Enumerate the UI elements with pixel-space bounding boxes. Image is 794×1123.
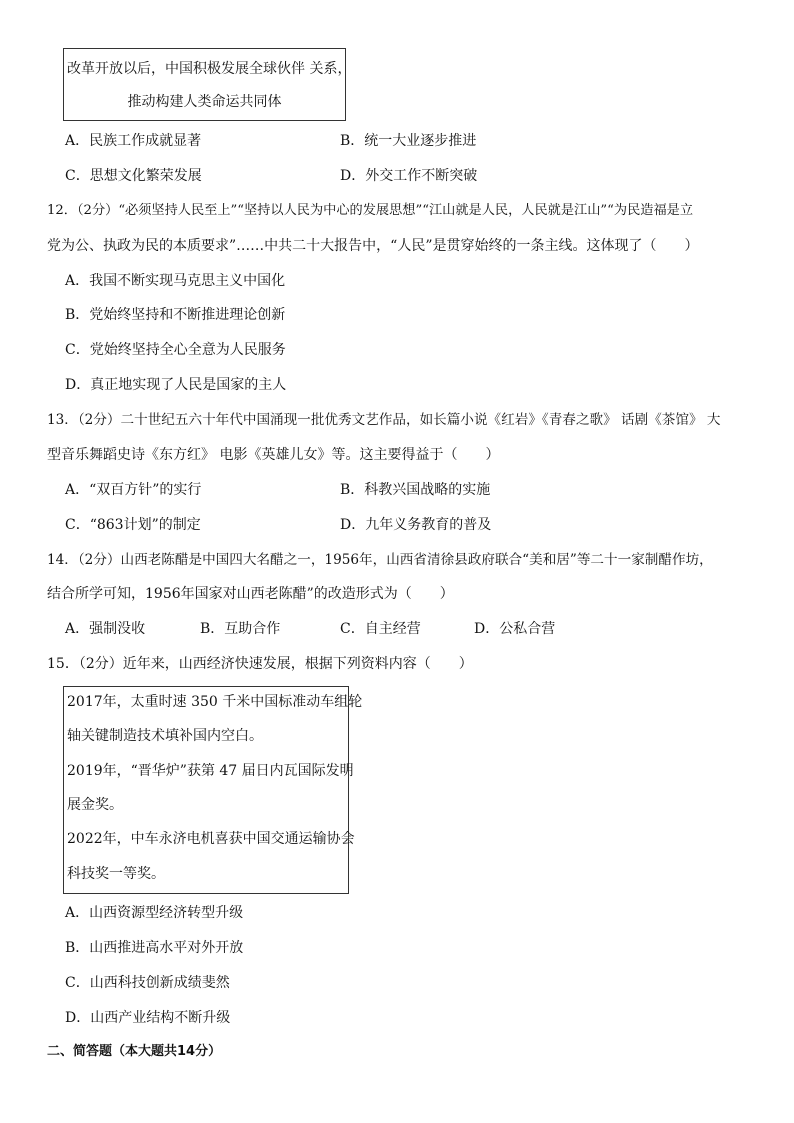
q14-stem-line-1: 14．（2分）山西老陈醋是中国四大名醋之一，1956年，山西省清徐县政府联合“美和居”等二十一家制醋作坊， <box>47 552 713 568</box>
material-box-top <box>63 48 352 121</box>
material-line: 改革开放以后，中国积极发展全球伙伴 关系， <box>67 61 352 77</box>
q14-option-a[interactable]: A．强制没收 <box>65 621 146 637</box>
material-line: 2017年，太重时速 350 千米中国标准动车组轮 <box>67 694 363 710</box>
q12-stem-line-1: 12．（2分）“必须坚持人民至上”“坚持以人民为中心的发展思想”“江山就是人民，人民就是江山”“为民造福是立 <box>47 203 694 218</box>
material-line: 2019年，“晋华炉”获第 47 届日内瓦国际发明 <box>67 763 354 779</box>
q13-option-a[interactable]: A．“双百方针”的实行 <box>65 482 202 498</box>
q15-option-c[interactable]: C．山西科技创新成绩斐然 <box>65 975 230 991</box>
material-line: 推动构建人类命运共同体 <box>127 94 282 110</box>
q11-option-a[interactable]: A．民族工作成就显著 <box>65 133 202 149</box>
q11-option-b[interactable]: B．统一大业逐步推进 <box>340 133 477 149</box>
material-line: 科技奖一等奖。 <box>67 866 165 882</box>
material-line: 展金奖。 <box>67 797 123 813</box>
q11-option-d[interactable]: D．外交工作不断突破 <box>340 168 478 184</box>
q13-stem-line-2: 型音乐舞蹈史诗《东方红》 电影《英雄儿女》等。这主要得益于（ ） <box>47 447 500 463</box>
q12-option-c[interactable]: C．党始终坚持全心全意为人民服务 <box>65 342 286 358</box>
q15-option-d[interactable]: D．山西产业结构不断升级 <box>65 1010 231 1026</box>
q12-stem-line-2: 党为公、执政为民的本质要求”……中共二十大报告中，“人民”是贯穿始终的一条主线。这体现了（ ） <box>47 238 699 254</box>
q14-option-c[interactable]: C．自主经营 <box>340 621 421 637</box>
q15-option-b[interactable]: B．山西推进高水平对外开放 <box>65 940 244 956</box>
material-line: 2022年，中车永济电机喜获中国交通运输协会 <box>67 831 355 847</box>
q12-option-d[interactable]: D．真正地实现了人民是国家的主人 <box>65 377 287 393</box>
material-line: 轴关键制造技术填补国内空白。 <box>67 728 263 744</box>
q11-option-c[interactable]: C．思想文化繁荣发展 <box>65 168 202 184</box>
q13-option-d[interactable]: D．九年义务教育的普及 <box>340 517 492 533</box>
q13-option-b[interactable]: B．科教兴国战略的实施 <box>340 482 491 498</box>
q14-option-d[interactable]: D．公私合营 <box>474 621 556 637</box>
q14-stem-line-2: 结合所学可知，1956年国家对山西老陈醋”的改造形式为（ ） <box>47 586 454 602</box>
q13-option-c[interactable]: C．“863计划”的制定 <box>65 517 201 533</box>
q12-option-a[interactable]: A．我国不断实现马克思主义中国化 <box>65 273 286 289</box>
q13-stem-line-1: 13．（2分）二十世纪五六十年代中国涌现一批优秀文艺作品，如长篇小说《红岩》《青春之歌》 话剧《茶馆》 大 <box>47 412 721 428</box>
q15-stem: 15．（2分）近年来，山西经济快速发展，根据下列资料内容（ ） <box>47 656 473 672</box>
q12-option-b[interactable]: B．党始终坚持和不断推进理论创新 <box>65 307 286 323</box>
q14-option-b[interactable]: B．互助合作 <box>200 621 281 637</box>
q15-option-a[interactable]: A．山西资源型经济转型升级 <box>65 905 244 921</box>
q15-material-box <box>63 686 363 894</box>
section-heading: 二、简答题（本大题共14分） <box>47 1044 222 1059</box>
